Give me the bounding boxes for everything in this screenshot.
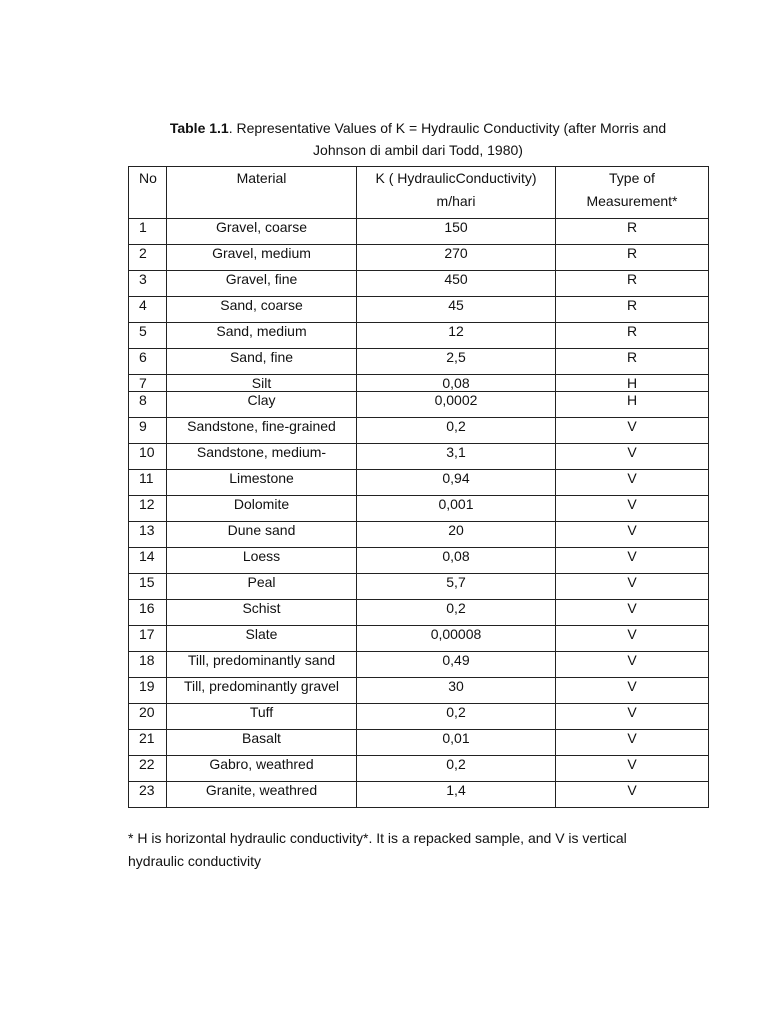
hydraulic-conductivity-table xyxy=(128,166,709,808)
header-no: No xyxy=(129,167,167,219)
footnote-line-2: hydraulic conductivity xyxy=(128,853,262,869)
cell-material: Peal xyxy=(167,574,357,600)
cell-material: Till, predominantly gravel xyxy=(167,678,357,704)
table-row xyxy=(129,297,709,323)
cell-no: 2 xyxy=(129,245,167,271)
cell-no: 18 xyxy=(129,652,167,678)
cell-type: V xyxy=(556,574,709,600)
cell-type: V xyxy=(556,782,709,808)
cell-material: Dolomite xyxy=(167,496,357,522)
cell-material: Silt xyxy=(167,375,357,392)
table-row xyxy=(129,678,709,704)
cell-material: Schist xyxy=(167,600,357,626)
table-row xyxy=(129,444,709,470)
cell-material: Tuff xyxy=(167,704,357,730)
cell-no: 8 xyxy=(129,392,167,418)
table-row xyxy=(129,652,709,678)
cell-k: 1,4 xyxy=(357,782,556,808)
footnote-line-1: * H is horizontal hydraulic conductivity*. It is a repacked sample, and V is vertical xyxy=(128,830,627,846)
cell-no: 23 xyxy=(129,782,167,808)
table-row xyxy=(129,600,709,626)
cell-k: 0,49 xyxy=(357,652,556,678)
cell-type: V xyxy=(556,730,709,756)
table-row xyxy=(129,704,709,730)
cell-material: Loess xyxy=(167,548,357,574)
cell-material: Dune sand xyxy=(167,522,357,548)
cell-type: V xyxy=(556,652,709,678)
cell-material: Gravel, medium xyxy=(167,245,357,271)
cell-type: R xyxy=(556,245,709,271)
cell-material: Sand, coarse xyxy=(167,297,357,323)
table-row xyxy=(129,574,709,600)
cell-no: 22 xyxy=(129,756,167,782)
cell-type: V xyxy=(556,704,709,730)
cell-k: 12 xyxy=(357,323,556,349)
caption-line-2: Johnson di ambil dari Todd, 1980) xyxy=(313,142,523,158)
cell-type: V xyxy=(556,600,709,626)
cell-material: Basalt xyxy=(167,730,357,756)
cell-type: V xyxy=(556,522,709,548)
table-row xyxy=(129,756,709,782)
table-row xyxy=(129,782,709,808)
cell-k: 0,08 xyxy=(357,375,556,392)
cell-no: 3 xyxy=(129,271,167,297)
cell-k: 30 xyxy=(357,678,556,704)
cell-no: 14 xyxy=(129,548,167,574)
cell-k: 150 xyxy=(357,219,556,245)
cell-no: 21 xyxy=(129,730,167,756)
cell-no: 5 xyxy=(129,323,167,349)
cell-type: R xyxy=(556,349,709,375)
cell-material: Sandstone, medium- xyxy=(167,444,357,470)
table-row xyxy=(129,392,709,418)
header-k-line1: K ( HydraulicConductivity) xyxy=(375,170,537,186)
cell-no: 7 xyxy=(129,375,167,392)
table-row xyxy=(129,522,709,548)
cell-no: 10 xyxy=(129,444,167,470)
cell-no: 15 xyxy=(129,574,167,600)
cell-no: 19 xyxy=(129,678,167,704)
cell-material: Sand, medium xyxy=(167,323,357,349)
cell-no: 9 xyxy=(129,418,167,444)
header-material: Material xyxy=(167,167,357,219)
cell-no: 11 xyxy=(129,470,167,496)
header-k-line2: m/hari xyxy=(436,193,476,209)
table-row xyxy=(129,626,709,652)
cell-k: 45 xyxy=(357,297,556,323)
cell-type: V xyxy=(556,470,709,496)
cell-type: V xyxy=(556,678,709,704)
cell-material: Gravel, fine xyxy=(167,271,357,297)
cell-no: 17 xyxy=(129,626,167,652)
cell-type: V xyxy=(556,548,709,574)
cell-type: V xyxy=(556,444,709,470)
cell-type: V xyxy=(556,418,709,444)
cell-k: 0,2 xyxy=(357,600,556,626)
cell-material: Granite, weathred xyxy=(167,782,357,808)
table-row xyxy=(129,375,709,392)
cell-k: 0,001 xyxy=(357,496,556,522)
cell-k: 0,94 xyxy=(357,470,556,496)
cell-no: 4 xyxy=(129,297,167,323)
cell-no: 12 xyxy=(129,496,167,522)
cell-type: R xyxy=(556,297,709,323)
table-row xyxy=(129,323,709,349)
cell-material: Till, predominantly sand xyxy=(167,652,357,678)
cell-k: 270 xyxy=(357,245,556,271)
table-row xyxy=(129,496,709,522)
cell-type: R xyxy=(556,271,709,297)
caption-text-1: . Representative Values of K = Hydraulic Conductivity (after Morris and xyxy=(228,120,667,136)
cell-type: R xyxy=(556,323,709,349)
caption-label: Table 1.1 xyxy=(169,120,229,136)
cell-k: 0,2 xyxy=(357,418,556,444)
table-row xyxy=(129,730,709,756)
table-row xyxy=(129,349,709,375)
table-row xyxy=(129,271,709,297)
cell-k: 3,1 xyxy=(357,444,556,470)
cell-type: R xyxy=(556,219,709,245)
cell-k: 20 xyxy=(357,522,556,548)
table-row xyxy=(129,245,709,271)
cell-material: Gabro, weathred xyxy=(167,756,357,782)
cell-type: V xyxy=(556,496,709,522)
cell-no: 16 xyxy=(129,600,167,626)
cell-no: 6 xyxy=(129,349,167,375)
cell-k: 0,2 xyxy=(357,756,556,782)
table-row xyxy=(129,470,709,496)
header-k xyxy=(357,167,556,219)
table-row xyxy=(129,548,709,574)
cell-k: 450 xyxy=(357,271,556,297)
cell-type: V xyxy=(556,626,709,652)
cell-k: 0,01 xyxy=(357,730,556,756)
cell-material: Limestone xyxy=(167,470,357,496)
cell-no: 13 xyxy=(129,522,167,548)
cell-type: V xyxy=(556,756,709,782)
table-row xyxy=(129,219,709,245)
table-header-row xyxy=(129,167,709,219)
cell-type: H xyxy=(556,375,709,392)
caption-line-1 xyxy=(128,117,708,139)
cell-type: H xyxy=(556,392,709,418)
header-type-line2: Measurement* xyxy=(586,193,678,209)
cell-k: 0,00008 xyxy=(357,626,556,652)
cell-k: 0,2 xyxy=(357,704,556,730)
table-caption xyxy=(128,117,708,161)
cell-material: Sandstone, fine-grained xyxy=(167,418,357,444)
cell-material: Gravel, coarse xyxy=(167,219,357,245)
cell-material: Sand, fine xyxy=(167,349,357,375)
cell-k: 5,7 xyxy=(357,574,556,600)
header-type xyxy=(556,167,709,219)
table-footnote xyxy=(128,827,688,873)
cell-no: 20 xyxy=(129,704,167,730)
cell-material: Slate xyxy=(167,626,357,652)
cell-k: 0,08 xyxy=(357,548,556,574)
cell-no: 1 xyxy=(129,219,167,245)
header-type-line1: Type of xyxy=(609,170,655,186)
table-row xyxy=(129,418,709,444)
cell-k: 0,0002 xyxy=(357,392,556,418)
cell-material: Clay xyxy=(167,392,357,418)
cell-k: 2,5 xyxy=(357,349,556,375)
